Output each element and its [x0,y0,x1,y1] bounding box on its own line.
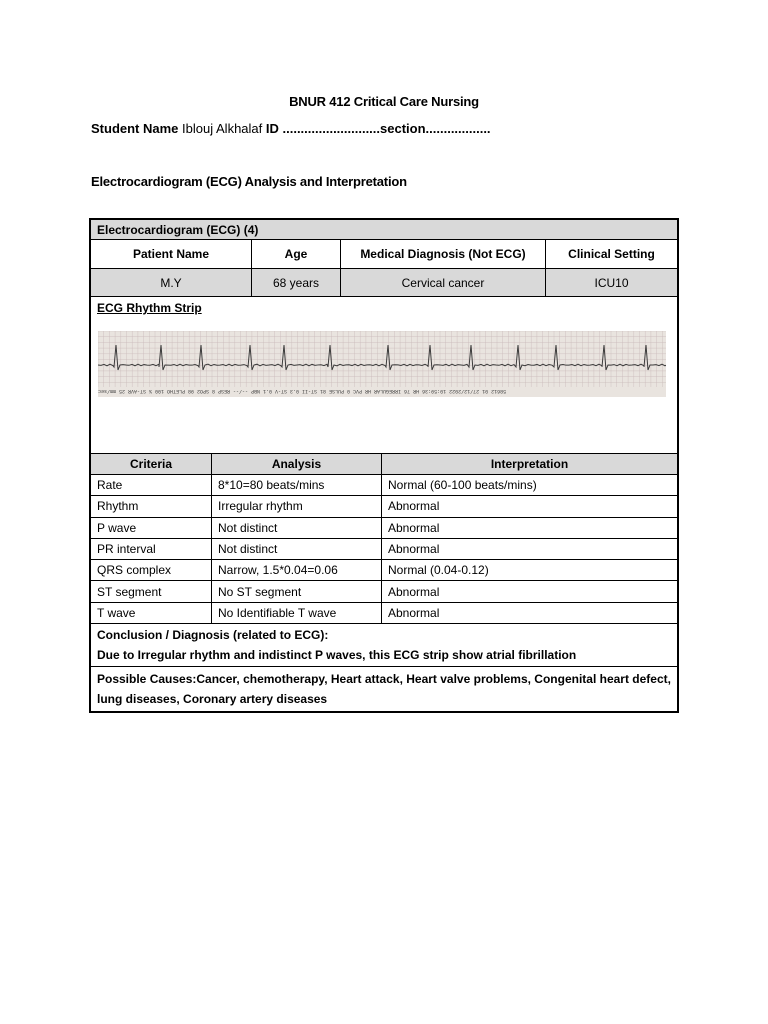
diagnosis-header: Medical Diagnosis (Not ECG) [341,240,546,268]
criteria-cell: QRS complex [91,560,212,580]
analysis-cell: Narrow, 1.5*0.04=0.06 [212,560,382,580]
id-section-label: ID ...........................section.................. [265,121,491,136]
analysis-cell: Not distinct [212,518,382,538]
ecg-rhythm-strip-image [98,331,666,397]
analysis-header: Analysis [212,454,382,474]
conclusion-text: Due to Irregular rhythm and indistinct P waves, this ECG strip show atrial fibrillation [97,648,577,663]
criteria-cell: T wave [91,603,212,623]
table-row [91,539,677,560]
table-row [91,475,677,496]
criteria-header-row [91,454,677,475]
table-row [91,603,677,624]
ecg-strip-footer: 58612 01 27/12/2022 10:59:36 HR 76 IRREGULAR HR PVC 0 PULSE 81 ST-II 0.3 ST-V 0.1 NBP --/-- RESP 8 SPO2 98 PLETHO 100 % ST-AVR 25 mm/sec [98,388,507,394]
possible-causes: Possible Causes:Cancer, chemotherapy, Heart attack, Heart valve problems, Congenital heart defect, lung diseases, Coronary artery diseases [97,672,671,707]
student-name: Iblouj Alkhalaf [182,121,263,136]
interpretation-cell: Abnormal [388,542,440,557]
criteria-header: Criteria [91,454,212,474]
conclusion-label: Conclusion / Diagnosis (related to ECG): [97,628,329,643]
student-line [91,121,491,136]
ecg-strip-label: ECG Rhythm Strip [97,301,202,315]
course-title: BNUR 412 Critical Care Nursing [289,94,479,109]
student-name-label: Student Name [91,121,179,136]
table-title-row [91,220,677,240]
ecg-strip-section [91,297,677,454]
causes-row [91,667,677,711]
criteria-cell: Rhythm [91,496,212,516]
age-value: 68 years [252,269,341,296]
diagnosis-value: Cervical cancer [341,269,546,296]
interpretation-cell: Abnormal [388,584,440,599]
interpretation-cell: Abnormal [388,605,440,620]
analysis-cell: Not distinct [212,539,382,559]
setting-header: Clinical Setting [568,247,655,261]
table-row [91,496,677,517]
interpretation-header: Interpretation [490,457,569,471]
table-title: Electrocardiogram (ECG) (4) [91,220,677,239]
criteria-cell: ST segment [91,581,212,601]
ecg-analysis-table [89,218,679,713]
analysis-cell: No ST segment [212,581,382,601]
table-row [91,560,677,581]
patient-header-row [91,240,677,269]
analysis-cell: Irregular rhythm [212,496,382,516]
criteria-cell: Rate [91,475,212,495]
age-header: Age [252,240,341,268]
patient-name-value: M.Y [91,269,252,296]
table-row [91,518,677,539]
patient-name-header: Patient Name [91,240,252,268]
analysis-cell: 8*10=80 beats/mins [212,475,382,495]
analysis-cell: No Identifiable T wave [212,603,382,623]
conclusion-row [91,624,677,667]
criteria-cell: PR interval [91,539,212,559]
interpretation-cell: Abnormal [388,520,440,535]
interpretation-cell: Normal (60-100 beats/mins) [388,478,537,493]
patient-values-row [91,269,677,297]
setting-value: ICU10 [594,275,629,290]
conclusion-cell [91,624,677,666]
interpretation-cell: Abnormal [388,499,440,514]
document-heading: Electrocardiogram (ECG) Analysis and Interpretation [91,174,407,189]
table-row [91,581,677,602]
criteria-cell: P wave [91,518,212,538]
interpretation-cell: Normal (0.04-0.12) [388,563,489,578]
